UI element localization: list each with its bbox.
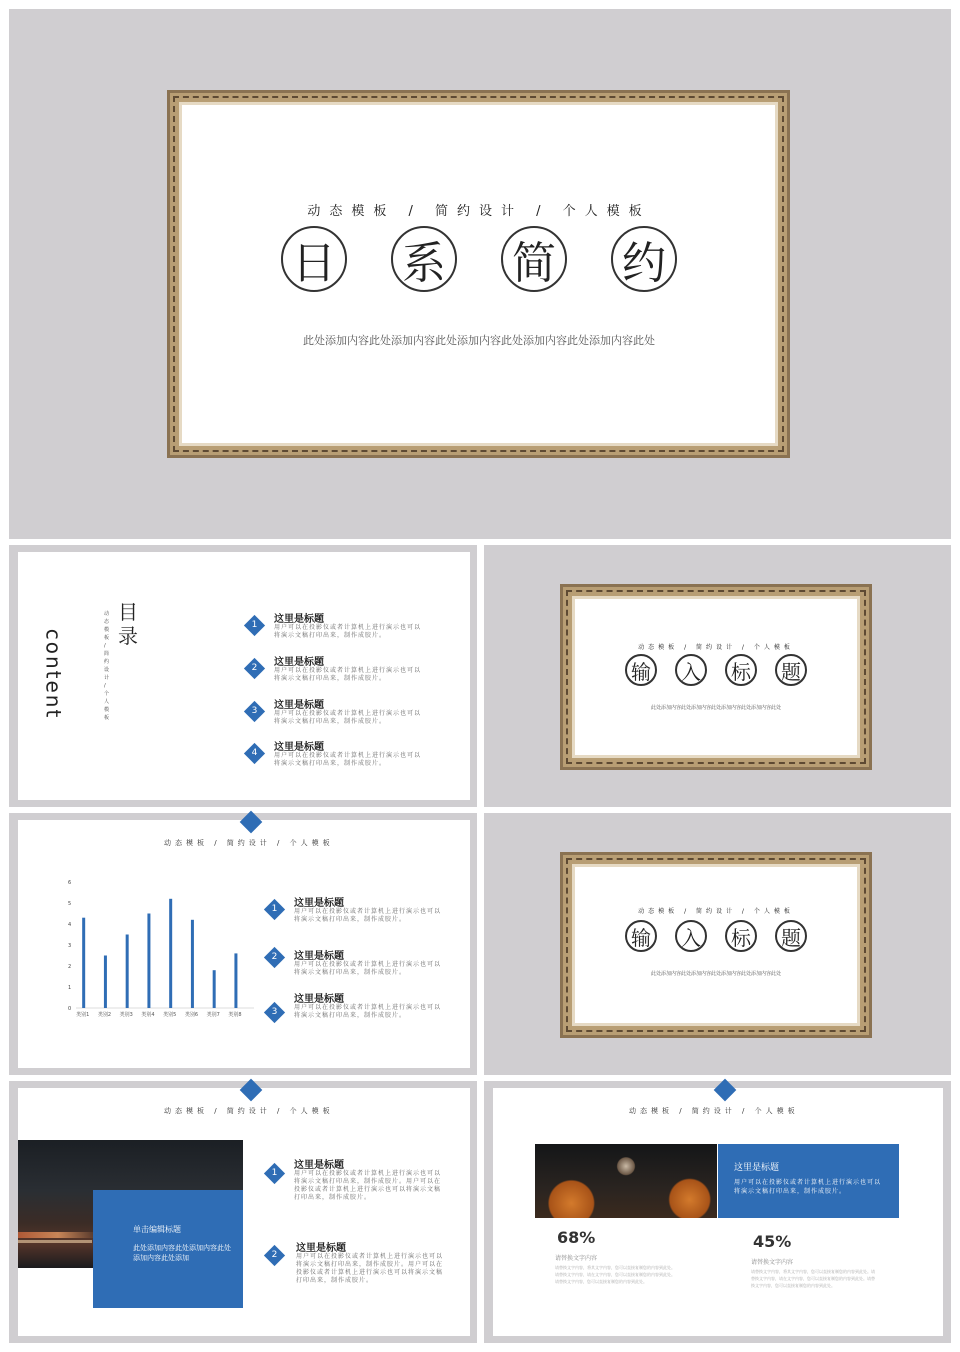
bar	[169, 899, 172, 1008]
ornamental-frame: 动态模板 / 简约设计 / 个人模板 输 入 标 题 此处添加内容此处添加内容此处添加内容此处添加内容此处	[563, 587, 869, 767]
edit-title-box[interactable]	[93, 1190, 243, 1308]
section-title-char: 标	[725, 920, 757, 952]
box-body: 用户可以在投影仪或者计算机上进行演示也可以将演示文稿打印出来，制作成胶片。	[734, 1179, 882, 1195]
cover-title-char: 简	[501, 226, 567, 292]
slide-header: 动态模板 / 简约设计 / 个人模板	[164, 1107, 334, 1115]
stat-label: 请替换文字内容	[555, 1255, 598, 1262]
bar-chart	[58, 878, 258, 1026]
cover-subtitle: 动态模板 / 简约设计 / 个人模板	[307, 204, 651, 219]
top-diamond	[240, 811, 263, 834]
bar	[213, 970, 216, 1008]
bar	[82, 918, 85, 1008]
x-tick-label: 类别8	[228, 1012, 242, 1018]
bar	[191, 920, 194, 1008]
stat-value: 68%	[557, 1228, 596, 1247]
stats-slide[interactable]	[484, 1081, 951, 1343]
y-tick-label: 3	[68, 943, 72, 949]
x-tick-label: 类别1	[76, 1012, 90, 1018]
section-title-char: 输	[625, 654, 657, 686]
x-tick-label: 类别5	[163, 1012, 177, 1018]
section-title-char: 入	[675, 920, 707, 952]
box-body: 此处添加内容此处添加内容此处添加内容此处添加	[133, 1244, 231, 1262]
top-diamond	[240, 1079, 263, 1102]
y-tick-label: 5	[68, 901, 72, 907]
toc-slide[interactable]: 目录 content 动态模板 / 简约设计 / 个人模板 1 这里是标题 用户可以在投影仪或者计算机上进行演示也可以将演示文稿打印出来，制作成胶片。 2 这里是标题 用户可以在投影仪或者计算机上进行演示也可以将演示文稿打印出来，制作成胶片。 3 这里是标题 用户可以在投影仪或者计算机上进行演示也可以将演示文稿打印出来，制作成胶片。 4 这里是标题 用户可以在投影仪或者计算机上进行演示也可以将演示文稿打印出来，制作成胶片。	[9, 545, 477, 807]
box-title: 这里是标题	[734, 1163, 780, 1173]
pumpkins-photo	[535, 1144, 717, 1218]
bar	[147, 914, 150, 1009]
section-title-char: 标	[725, 654, 757, 686]
cover-title-char: 系	[391, 226, 457, 292]
x-tick-label: 类别4	[141, 1012, 155, 1018]
section-title-char: 输	[625, 920, 657, 952]
y-tick-label: 1	[68, 985, 72, 991]
section-slide-a[interactable]	[484, 545, 951, 807]
x-tick-label: 类别7	[206, 1012, 220, 1018]
cover-title-char: 日	[281, 226, 347, 292]
toc-vertical-sub: 动态模板 / 简约设计 / 个人模板	[104, 611, 111, 721]
section-title-char: 题	[775, 654, 807, 686]
bar	[234, 953, 237, 1008]
top-diamond	[714, 1079, 737, 1102]
image-slide[interactable]: 动态模板 / 简约设计 / 个人模板 单击编辑标题 此处添加内容此处添加内容此处添加内容此处添加 1 这里是标题 用户可以在投影仪或者计算机上进行演示也可以将演示文稿打印出来，制作成胶片。用户可以在投影仪或者计算机上进行演示也可以将演示文稿打印出来，制作成胶片。 2 这里是标题 用户可以在投影仪或者计算机上进行演示也可以将演示文稿打印出来，制作成胶片。用户可以在投影仪或者计算机上进行演示也可以将演示文稿打印出来，制作成胶片。	[9, 1081, 477, 1343]
stat-body: 请替换文字内容，将其文字内容，您可以直接复制您的内容到此处。请替换文字内容，请在文字内容，您可以直接复制您的内容到此处。请替换文字内容，您可以直接复制您的内容到此处。	[555, 1265, 675, 1284]
bar	[126, 935, 129, 1009]
box-title: 单击编辑标题	[133, 1225, 181, 1234]
section-title-char: 入	[675, 654, 707, 686]
x-tick-label: 类别6	[184, 1012, 199, 1018]
ornamental-frame	[170, 93, 787, 455]
toc-content-word: content	[41, 628, 66, 720]
stat-body: 请替换文字内容，将其文字内容，您可以直接复制您的内容到此处。请替换文字内容，请在文字内容，您可以直接复制您的内容到此处。请替换文字内容，您可以直接复制您的内容到此处。	[751, 1269, 875, 1288]
y-tick-label: 0	[68, 1006, 72, 1012]
y-tick-label: 4	[68, 922, 72, 928]
bar	[104, 956, 107, 1009]
stats-title-box[interactable]	[718, 1144, 899, 1218]
toc-title: 目录	[118, 600, 138, 648]
section-slide-b[interactable]	[484, 813, 951, 1075]
slide-header: 动态模板 / 简约设计 / 个人模板	[164, 839, 334, 847]
cover-slide[interactable]	[9, 9, 951, 539]
y-tick-label: 6	[68, 880, 72, 886]
x-tick-label: 类别2	[97, 1012, 112, 1018]
stat-value: 45%	[753, 1232, 792, 1251]
slide-header: 动态模板 / 简约设计 / 个人模板	[629, 1107, 799, 1115]
chart-slide[interactable]: 动态模板 / 简约设计 / 个人模板 0 1 2 3 4 5 6 类别1 类别2 类别3 类别4 类别5 类别6 类别7 类别8 1 这里是标题 用户可以在投影仪或者计算机上进行演示也可以将演示文稿打印出来，制作成胶片。 2 这里是标题 用户可以在投影仪或者计算机上进行演示也可以将演示文稿打印出来，制作成胶片。 3 这里是标题 用户可以在投影仪或者计算机上进行演示也可以将演示文稿打印出来，制作成胶片。	[9, 813, 477, 1075]
cover-body: 此处添加内容此处添加内容此处添加内容此处添加内容此处添加内容此处	[303, 334, 655, 347]
y-tick-label: 2	[68, 964, 72, 970]
cover-title-char: 约	[611, 226, 677, 292]
x-tick-label: 类别3	[119, 1012, 133, 1018]
cover-title	[179, 226, 779, 292]
ornamental-frame: 动态模板 / 简约设计 / 个人模板 输 入 标 题 此处添加内容此处添加内容此处添加内容此处添加内容此处	[563, 855, 869, 1035]
section-title-char: 题	[775, 920, 807, 952]
stat-label: 请替换文字内容	[751, 1259, 794, 1266]
